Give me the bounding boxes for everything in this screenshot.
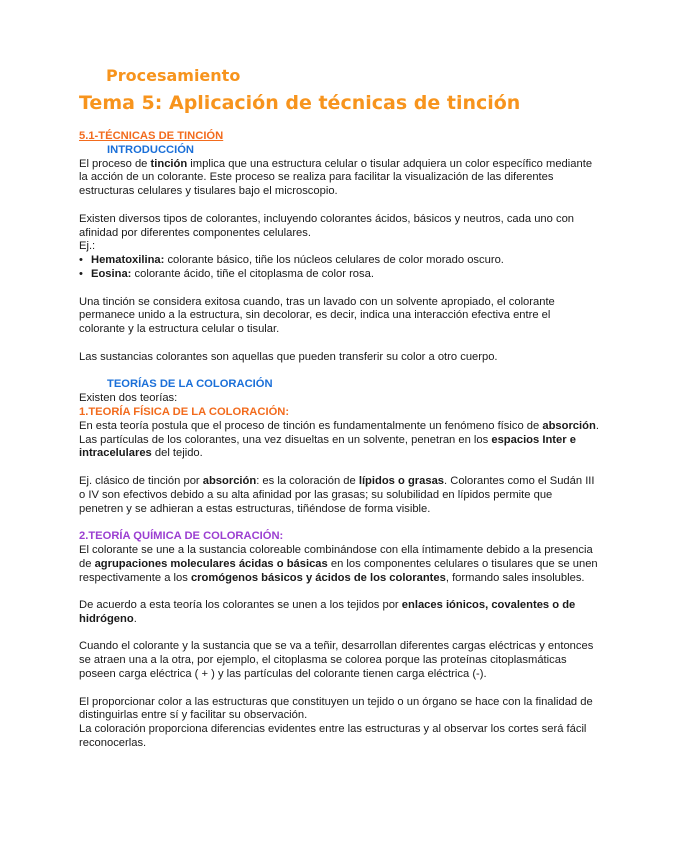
paragraph-tincion: El proceso de tinción implica que una estructura celular o tisular adquiera un color específico mediante la acción de un colorante. Este proceso se realiza para facilitar la visualización de las diferentes estructuras celulares y tisulares bajo el microscopio. [79, 157, 593, 198]
theories-heading: TEORÍAS DE LA COLORACIÓN [107, 378, 273, 391]
chemical-theory-heading: 2.TEORÍA QUÍMICA DE COLORACIÓN: [79, 530, 284, 543]
document-title: Procesamiento [106, 66, 241, 85]
paragraph-quimica: El colorante se une a la sustancia coloreable combinándose con ella íntimamente debido a la presencia de agrupaciones moleculares ácidas o básicas en los componentes celulares o tisulares que se unen respectivamente a los cromógenos básicos y ácidos de los colorantes, formando sales insolubles. [79, 543, 598, 584]
paragraph-exitosa: Una tinción se considera exitosa cuando, tras un lavado con un solvente apropiado, el colorante permanece unido a la estructura, sin decolorar, es decir, indica una interacción efectiva entre el colorante y la estructura celular o tisular. [79, 295, 555, 336]
example-label: Ej.: [79, 240, 96, 253]
document-body [79, 130, 599, 751]
section-heading: 5.1-TÉCNICAS DE TINCIÓN [79, 130, 224, 142]
document-subtitle: Tema 5: Aplicación de técnicas de tinción [79, 92, 521, 114]
paragraph-proporcionar-color: El proporcionar color a las estructuras que constituyen un tejido o un órgano se hace con la finalidad de distinguirlas entre sí y facilitar su observación. [79, 695, 593, 722]
paragraph-ejemplo-absorcion: Ej. clásico de tinción por absorción: es la coloración de lípidos o grasas. Colorantes como el Sudán III o IV son efectivos debido a su alta afinidad por las grasas; su solubilidad en lípidos permite que penetren y se adhieran a estas estructuras, tiñéndose de forma visible. [79, 474, 595, 515]
list-item: • Hematoxilina: colorante básico, tiñe los núcleos celulares de color morado oscuro. [79, 254, 504, 267]
paragraph-colorantes: Existen diversos tipos de colorantes, incluyendo colorantes ácidos, básicos y neutros, cada uno con afinidad por diferentes componentes celulares. [79, 212, 575, 239]
physical-theory-heading: 1.TEORÍA FÍSICA DE LA COLORACIÓN: [79, 405, 290, 418]
theories-intro: Existen dos teorías: [79, 392, 178, 405]
intro-heading: INTRODUCCIÓN [107, 143, 195, 156]
paragraph-enlaces: De acuerdo a esta teoría los colorantes se unen a los tejidos por enlaces iónicos, covalentes o de hidrógeno. [79, 599, 576, 625]
paragraph-fisica: En esta teoría postula que el proceso de tinción es fundamentalmente un fenómeno físico de absorción. Las partículas de los colorantes, una vez disueltas en un solvente, penetran en los espacios Inter e intracelulares del tejido. [79, 419, 599, 460]
list-item: • Eosina: colorante ácido, tiñe el citoplasma de color rosa. [79, 267, 374, 280]
paragraph-cargas: Cuando el colorante y la sustancia que se va a teñir, desarrollan diferentes cargas eléctricas y entonces se atraen una a la otra, por ejemplo, el citoplasma se colorea porque las proteínas citoplasmáticas poseen carga eléctrica ( + ) y las partículas del colorante tienen carga eléctrica (-). [79, 640, 594, 681]
paragraph-sustancias: Las sustancias colorantes son aquellas que pueden transferir su color a otro cuerpo. [79, 350, 498, 363]
paragraph-diferencias: La coloración proporciona diferencias evidentes entre las estructuras y al observar los cortes será fácil reconocerlas. [79, 723, 587, 750]
